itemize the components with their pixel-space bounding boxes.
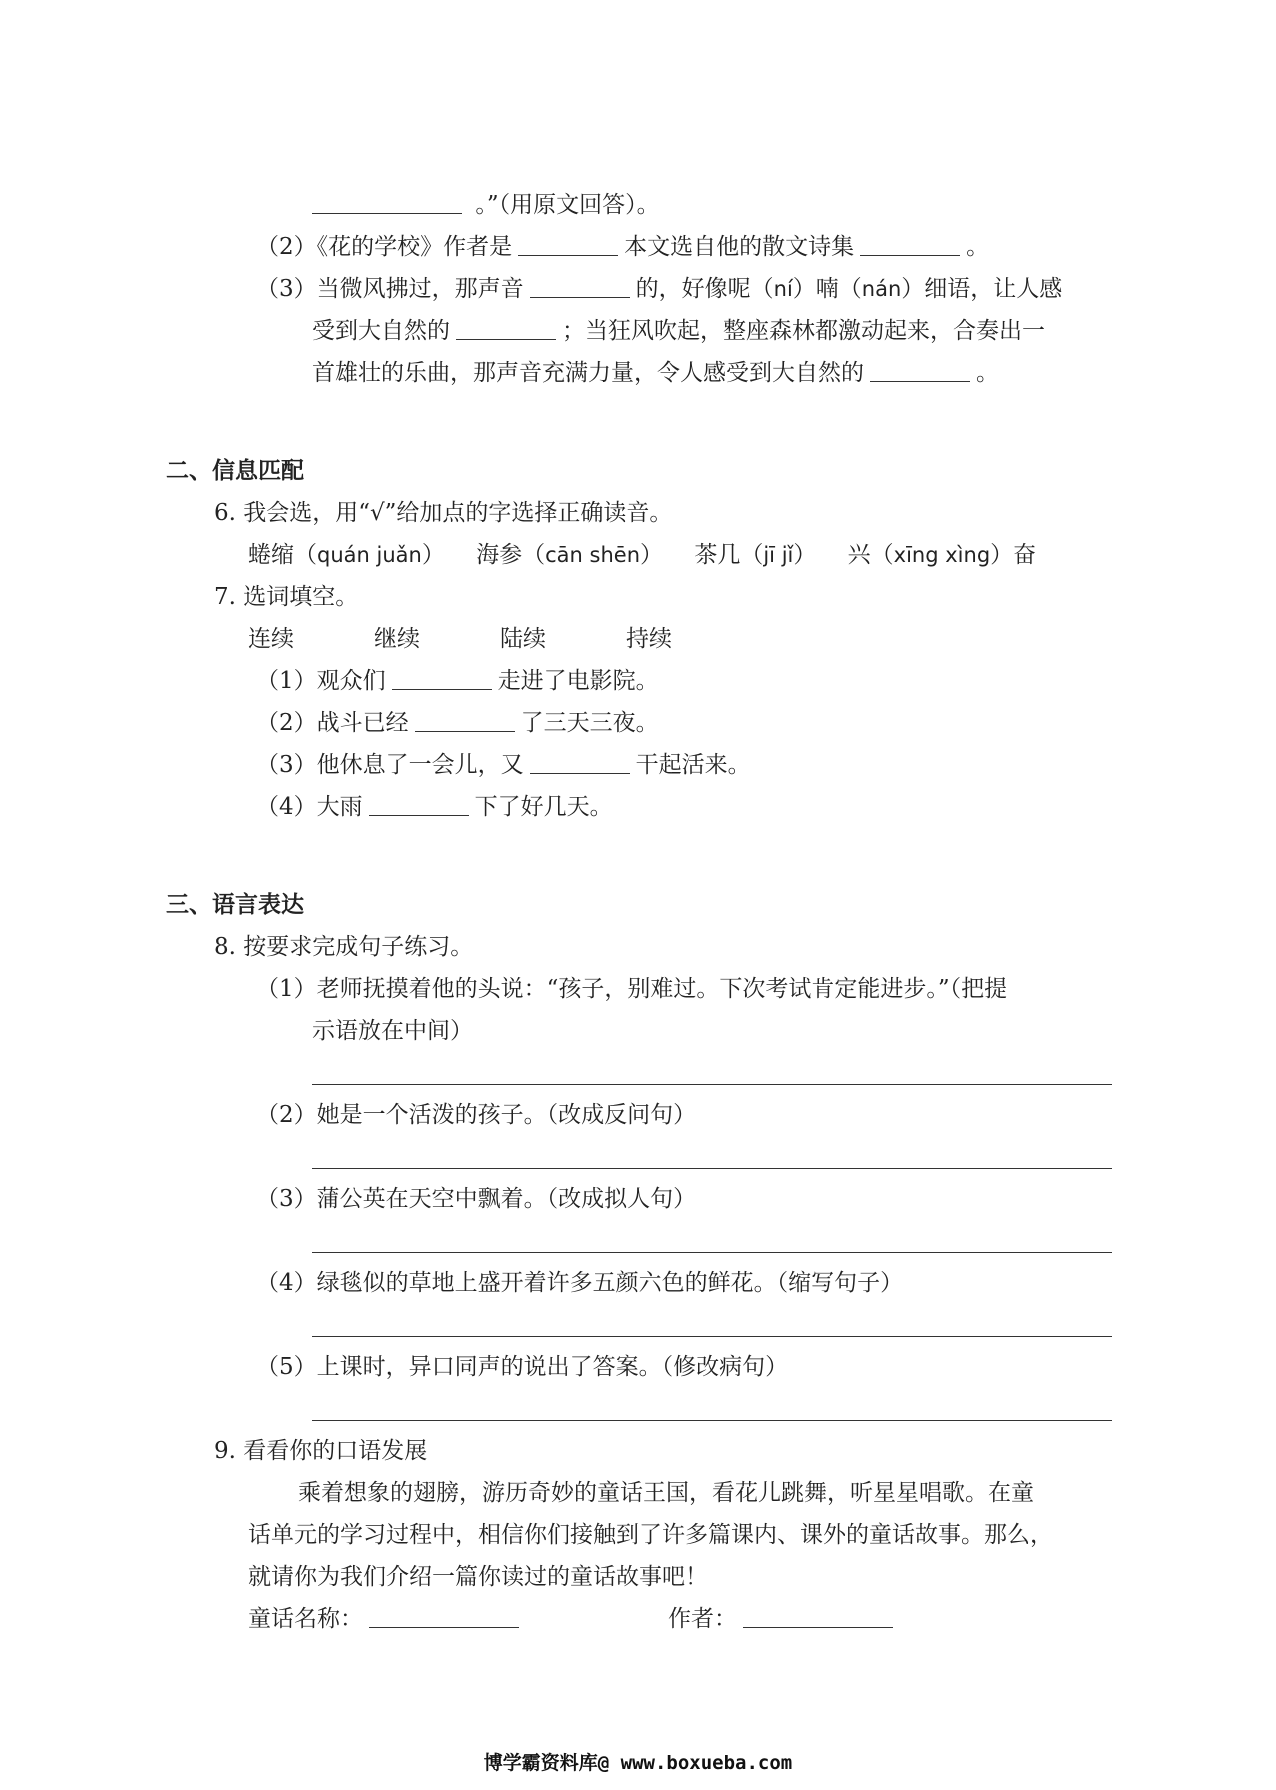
answer-blank[interactable] (870, 380, 970, 382)
q5-item3-text-d: ）细语，让人感 (901, 276, 1063, 302)
q8-item-1-line1: （1）老师抚摸着他的头说：“孩子，别难过。下次考试肯定能进步。”（把提 (256, 976, 1008, 1002)
pinyin[interactable]: jī jǐ (763, 543, 794, 567)
answer-line[interactable] (312, 1168, 1112, 1169)
q8-item-3: （3）蒲公英在天空中飘着。（改成拟人句） (256, 1186, 697, 1212)
q6-word: 海参（ (476, 542, 546, 568)
answer-blank[interactable] (369, 814, 469, 816)
q5-line0 (312, 190, 660, 220)
q6-option (476, 542, 670, 568)
pinyin[interactable]: xīng xìng (893, 543, 991, 567)
q8-label: 8. 按要求完成句子练习。 (214, 934, 474, 960)
q6-options (248, 540, 1036, 570)
q5-item2 (256, 232, 989, 262)
answer-line[interactable] (312, 1420, 1112, 1421)
word-option: 陆续 (500, 626, 546, 652)
pinyin[interactable]: quán juǎn (317, 543, 422, 567)
q6-close: ） (640, 542, 664, 568)
q9-label: 9. 看看你的口语发展 (214, 1438, 428, 1464)
q6-word: 茶几（ (694, 542, 764, 568)
q9-paragraph-line1: 乘着想象的翅膀，游历奇妙的童话王国，看花儿跳舞，听星星唱歌。在童 (298, 1480, 1034, 1506)
answer-line[interactable] (312, 1252, 1112, 1253)
answer-line[interactable] (312, 1084, 1112, 1085)
q7-item-2 (256, 708, 659, 738)
q5-item3-l2-text-b: ；当狂风吹起，整座森林都激动起来，合奏出一 (562, 318, 1045, 344)
answer-blank[interactable] (392, 688, 492, 690)
q6-option (848, 542, 1036, 568)
q7-item-text-a: （3）他休息了一会儿，又 (256, 752, 524, 778)
q5-line0-tail: 。”（用原文回答）。 (475, 192, 660, 218)
q8-item-1-line2: 示语放在中间） (312, 1018, 473, 1044)
q7-item-text-a: （4）大雨 (256, 794, 363, 820)
q6-word: 蜷缩（ (248, 542, 317, 568)
section-title-language-expression: 三、语言表达 (166, 892, 304, 918)
q7-item-text-b: 走进了电影院。 (497, 668, 659, 694)
q6-label: 6. 我会选，用“√”给加点的字选择正确读音。 (214, 500, 673, 526)
q6-close: ） (793, 542, 817, 568)
q6-option (694, 542, 823, 568)
answer-line[interactable] (312, 1336, 1112, 1337)
answer-blank[interactable] (530, 772, 630, 774)
q5-item3-l3-text-b: 。 (976, 360, 999, 386)
footer-watermark (0, 1748, 1276, 1775)
q5-item3-text-a: （3）当微风拂过，那声音 (256, 276, 524, 302)
q8-item-2: （2）她是一个活泼的孩子。（改成反问句） (256, 1102, 697, 1128)
q5-item2-text-a: （2）《花的学校》作者是 (256, 234, 513, 260)
q5-item3-line1 (256, 274, 1062, 304)
section-title-info-matching: 二、信息匹配 (166, 458, 304, 484)
pinyin: nán (861, 277, 902, 301)
q7-item-1 (256, 666, 659, 696)
q5-item3-text-b: 的，好像呢（ (635, 276, 774, 302)
author-blank[interactable] (743, 1626, 893, 1628)
word-option: 继续 (374, 626, 420, 652)
q7-item-3 (256, 750, 751, 780)
story-name-label: 童话名称： (248, 1606, 363, 1632)
q5-item2-text-c: 。 (966, 234, 990, 260)
q6-word: 兴（ (847, 542, 894, 568)
q5-item3-line3 (312, 358, 999, 388)
answer-blank[interactable] (530, 296, 630, 298)
q5-item2-text-b: 本文选自他的散文诗集 (624, 234, 855, 260)
q5-item3-l2-text-a: 受到大自然的 (312, 318, 450, 344)
answer-blank[interactable] (456, 338, 556, 340)
q7-item-4 (256, 792, 613, 822)
word-option: 连续 (248, 626, 294, 652)
q5-item3-l3-text-a: 首雄壮的乐曲，那声音充满力量，令人感受到大自然的 (312, 360, 864, 386)
word-option: 持续 (626, 626, 672, 652)
q7-item-text-b: 干起活来。 (635, 752, 751, 778)
q6-close: ） (421, 542, 445, 568)
q7-item-text-b: 下了好几天。 (474, 794, 613, 820)
q6-close: ）奋 (990, 542, 1037, 568)
pinyin[interactable]: cān shēn (545, 543, 641, 567)
author-label: 作者： (668, 1606, 737, 1632)
q7-label: 7. 选词填空。 (214, 584, 359, 610)
q5-item3-text-c: ）喃（ (792, 276, 862, 302)
q9-story-name (248, 1604, 525, 1634)
story-name-blank[interactable] (369, 1626, 519, 1628)
q7-item-text-b: 了三天三夜。 (520, 710, 659, 736)
footer-site-url: @ www.boxueba.com (597, 1752, 793, 1774)
q8-item-5: （5）上课时，异口同声的说出了答案。（修改病句） (256, 1354, 789, 1380)
footer-site-name: 博学霸资料库 (483, 1752, 598, 1774)
q8-item-4: （4）绿毯似的草地上盛开着许多五颜六色的鲜花。（缩写句子） (256, 1270, 904, 1296)
answer-blank[interactable] (312, 212, 462, 214)
q7-word-bank (248, 624, 752, 654)
q5-item3-line2 (312, 316, 1045, 346)
pinyin: ní (773, 277, 793, 301)
answer-blank[interactable] (518, 254, 618, 256)
q7-item-text-a: （2）战斗已经 (256, 710, 409, 736)
q9-paragraph-line2: 话单元的学习过程中，相信你们接触到了许多篇课内、课外的童话故事。那么， (248, 1522, 1053, 1548)
q6-option (248, 542, 452, 568)
q7-item-text-a: （1）观众们 (256, 668, 386, 694)
answer-blank[interactable] (860, 254, 960, 256)
q9-paragraph-line3: 就请你为我们介绍一篇你读过的童话故事吧！ (248, 1564, 708, 1590)
answer-blank[interactable] (415, 730, 515, 732)
q9-author (668, 1604, 899, 1634)
